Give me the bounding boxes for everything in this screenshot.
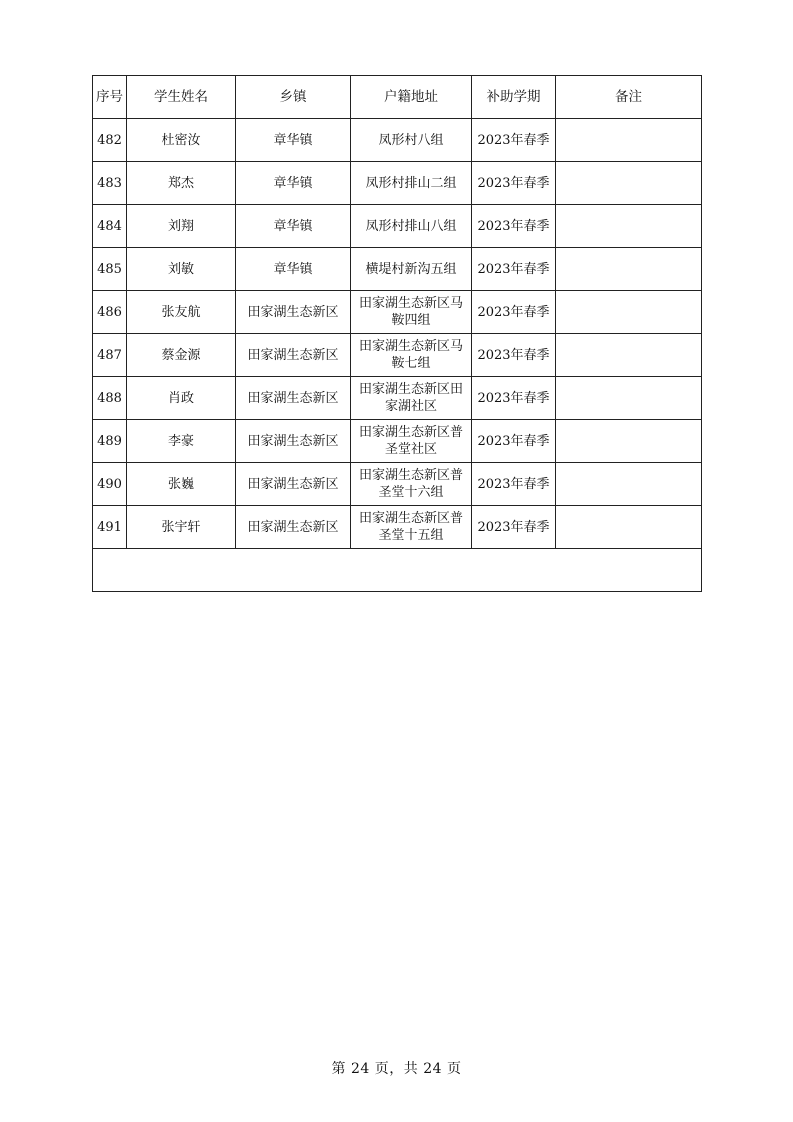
cell-household-address: 凤形村排山八组 — [351, 205, 472, 248]
table-row — [93, 205, 702, 248]
header-remarks: 备注 — [556, 76, 702, 119]
cell-remarks — [556, 420, 702, 463]
cell-remarks — [556, 334, 702, 377]
cell-remarks — [556, 377, 702, 420]
cell-student-name: 张友航 — [127, 291, 236, 334]
cell-town: 田家湖生态新区 — [236, 291, 351, 334]
cell-remarks — [556, 248, 702, 291]
cell-town: 田家湖生态新区 — [236, 377, 351, 420]
cell-subsidy-term: 2023年春季 — [472, 506, 556, 549]
cell-subsidy-term: 2023年春季 — [472, 377, 556, 420]
cell-town: 田家湖生态新区 — [236, 334, 351, 377]
page-number-footer: 第 24 页，共 24 页 — [331, 1061, 462, 1077]
student-subsidy-table — [92, 75, 702, 592]
cell-student-name: 杜密汝 — [127, 119, 236, 162]
cell-town: 田家湖生态新区 — [236, 463, 351, 506]
table-row — [93, 420, 702, 463]
header-household-address: 户籍地址 — [351, 76, 472, 119]
cell-student-name: 李豪 — [127, 420, 236, 463]
cell-subsidy-term: 2023年春季 — [472, 420, 556, 463]
cell-household-address: 田家湖生态新区普圣堂社区 — [351, 420, 472, 463]
header-town: 乡镇 — [236, 76, 351, 119]
table-row — [93, 291, 702, 334]
cell-student-name: 张宇轩 — [127, 506, 236, 549]
cell-remarks — [556, 119, 702, 162]
cell-household-address: 田家湖生态新区普圣堂十六组 — [351, 463, 472, 506]
cell-remarks — [556, 506, 702, 549]
cell-town: 章华镇 — [236, 205, 351, 248]
cell-subsidy-term: 2023年春季 — [472, 119, 556, 162]
cell-subsidy-term: 2023年春季 — [472, 334, 556, 377]
header-subsidy-term: 补助学期 — [472, 76, 556, 119]
table-row — [93, 334, 702, 377]
cell-household-address: 田家湖生态新区马鞍七组 — [351, 334, 472, 377]
cell-town: 章华镇 — [236, 162, 351, 205]
cell-town: 章华镇 — [236, 119, 351, 162]
table-row — [93, 248, 702, 291]
table-row — [93, 463, 702, 506]
cell-subsidy-term: 2023年春季 — [472, 291, 556, 334]
cell-student-name: 肖政 — [127, 377, 236, 420]
cell-serial-number: 487 — [93, 334, 127, 377]
cell-serial-number: 491 — [93, 506, 127, 549]
cell-remarks — [556, 291, 702, 334]
cell-student-name: 刘翔 — [127, 205, 236, 248]
blank-merged-cell — [93, 549, 702, 592]
cell-household-address: 凤形村排山二组 — [351, 162, 472, 205]
table-row — [93, 162, 702, 205]
cell-subsidy-term: 2023年春季 — [472, 205, 556, 248]
cell-subsidy-term: 2023年春季 — [472, 162, 556, 205]
header-serial-number: 序号 — [93, 76, 127, 119]
cell-household-address: 田家湖生态新区马鞍四组 — [351, 291, 472, 334]
header-student-name: 学生姓名 — [127, 76, 236, 119]
cell-household-address: 横堤村新沟五组 — [351, 248, 472, 291]
cell-subsidy-term: 2023年春季 — [472, 248, 556, 291]
table-row — [93, 377, 702, 420]
cell-serial-number: 488 — [93, 377, 127, 420]
cell-town: 章华镇 — [236, 248, 351, 291]
cell-household-address: 田家湖生态新区普圣堂十五组 — [351, 506, 472, 549]
cell-serial-number: 489 — [93, 420, 127, 463]
cell-serial-number: 485 — [93, 248, 127, 291]
table-header-row — [93, 76, 702, 119]
cell-remarks — [556, 162, 702, 205]
cell-serial-number: 483 — [93, 162, 127, 205]
cell-serial-number: 484 — [93, 205, 127, 248]
cell-household-address: 凤形村八组 — [351, 119, 472, 162]
cell-household-address: 田家湖生态新区田家湖社区 — [351, 377, 472, 420]
cell-town: 田家湖生态新区 — [236, 420, 351, 463]
cell-serial-number: 486 — [93, 291, 127, 334]
cell-serial-number: 482 — [93, 119, 127, 162]
cell-subsidy-term: 2023年春季 — [472, 463, 556, 506]
cell-remarks — [556, 205, 702, 248]
table-blank-row — [93, 549, 702, 592]
cell-student-name: 郑杰 — [127, 162, 236, 205]
cell-student-name: 刘敏 — [127, 248, 236, 291]
cell-serial-number: 490 — [93, 463, 127, 506]
table-row — [93, 506, 702, 549]
table-row — [93, 119, 702, 162]
cell-student-name: 蔡金源 — [127, 334, 236, 377]
cell-student-name: 张巍 — [127, 463, 236, 506]
cell-remarks — [556, 463, 702, 506]
cell-town: 田家湖生态新区 — [236, 506, 351, 549]
